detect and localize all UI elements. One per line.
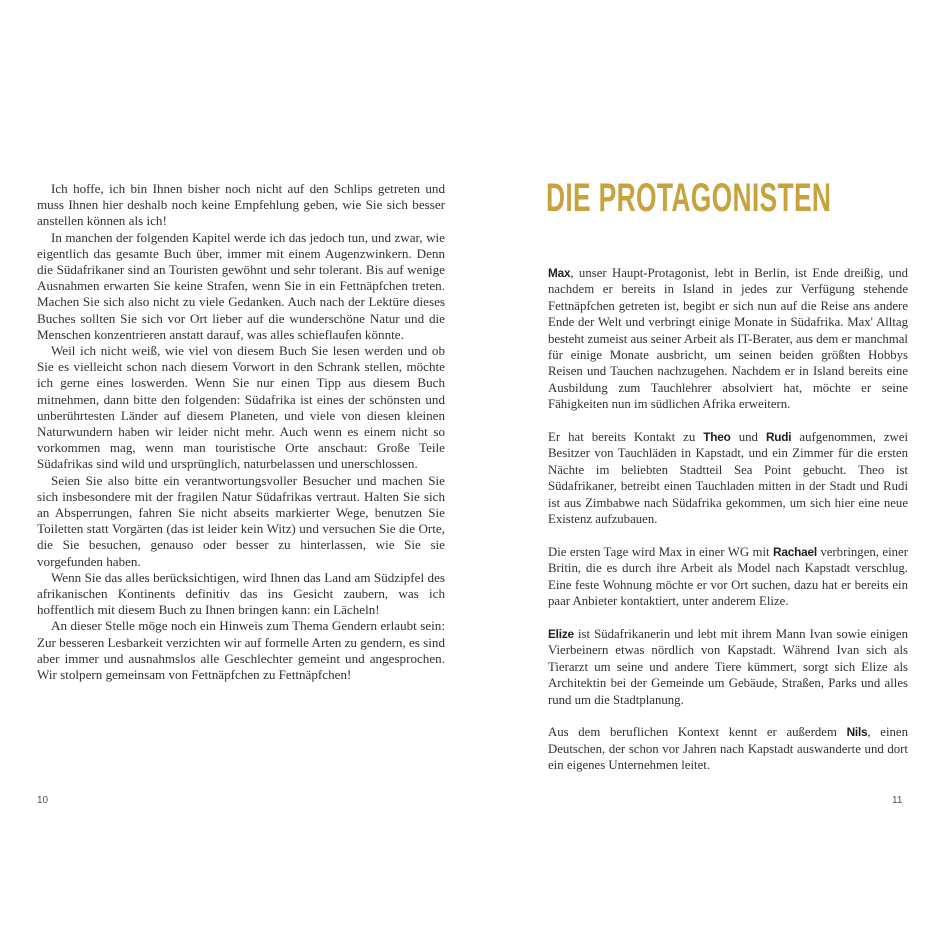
paragraph: Weil ich nicht weiß, wie viel von diesem Buch Sie lesen werden und ob Sie es vielleicht schon nach diesem Vorwort in den Schrank stellen, möchte ich gerne eines loswerden. Wenn Sie nur einen Tipp aus diesem Buch mitnehmen, dann bitte den folgenden: Südafrika ist eines der schönsten und unberührtesten Länder auf diesem Planeten, und viele von diesen kleinen Naturwundern haben wir leider nicht mehr. Auch wenn es einem nicht so vorkommen mag, wenn man touristische Orte anschaut: Große Teile Südafrikas sind wild und ursprünglich, naturbelassen und unerschlossen.	[37, 343, 445, 472]
character-name: Theo	[703, 430, 731, 445]
right-page-body	[548, 265, 908, 774]
paragraph: In manchen der folgenden Kapitel werde ich das jedoch tun, und zwar, wie eigentlich das gesamte Buch über, immer mit einem Augenzwinkern. Denn die Südafrikaner sind an Touristen gewöhnt und sehr tolerant. Bis auf wenige Ausnahmen erwarten Sie keine Strafen, wenn Sie in ein Fettnäpfchen treten. Machen Sie sich also nicht zu viele Gedanken. Auch nach der Lektüre dieses Buches sollten Sie sich vor Ort lieber auf die wunderschöne Natur und die Menschen konzentrieren anstatt darauf, was alles schieflaufen könnte.	[37, 229, 445, 342]
character-name: Nils	[846, 725, 868, 740]
paragraph: Er hat bereits Kontakt zu Theo und Rudi aufgenommen, zwei Besitzer von Tauchläden in Kapstadt, und ein Zimmer für die ersten Nächte im beliebten Stadtteil Sea Point gebucht. Theo ist Südafrikaner, betreibt einen Tauchladen mitten in der Stadt und Rudi ist aus Zimbabwe nach Südafrika gekommen, um sich hier eine neue Existenz aufzubauen.	[548, 430, 908, 527]
page-number-left: 10	[37, 795, 49, 806]
left-page-body	[37, 181, 445, 683]
paragraph: Die ersten Tage wird Max in einer WG mit Rachael verbringen, einer Britin, die es durch ihre Arbeit als Model nach Kapstadt verschlug. Eine feste Wohnung möchte er vor Ort suchen, dazu hat er bereits ein paar Anbieter kontaktiert, unter anderem Elize.	[548, 544, 908, 609]
character-name: Rudi	[765, 430, 792, 445]
paragraph: Max, unser Haupt-Protagonist, lebt in Berlin, ist Ende dreißig, und nachdem er bereits in Island in jedes zur Verfügung stehende Fettnäpfchen getreten ist, begibt er sich nun auf die Reise ans andere Ende der Welt und verbringt einige Monate in Südafrika. Max' Alltag besteht zumeist aus seiner Arbeit als IT-Berater, aus dem er manchmal für einige Monate ausbricht, um seinen beiden größten Hobbys Reisen und Tauchen nachzugehen. Nachdem er in Island bereits eine Ausbildung zum Tauchlehrer absolviert hat, möchte er seine Fähigkeiten nun im südlichen Afrika erweitern.	[548, 266, 908, 412]
chapter-heading: DIE PROTAGONISTEN	[546, 176, 832, 220]
character-name: Elize	[548, 626, 574, 641]
character-name: Max	[548, 266, 571, 280]
paragraph: Ich hoffe, ich bin Ihnen bisher noch nicht auf den Schlips getreten und muss Ihnen hier deshalb noch keine Empfehlung geben, wie Sie sich besser anstellen können als ich!	[37, 181, 445, 229]
page-number-right: 11	[892, 795, 903, 806]
paragraph: Elize ist Südafrikanerin und lebt mit ihrem Mann Ivan sowie einigen Vierbeinern etwas nördlich von Kapstadt. Während Ivan sich als Tierarzt um seine und andere Tiere kümmert, sorgt sich Elize als Architektin bei der Gemeinde um Gebäude, Straßen, Parks und alles rund um die Stadtplanung.	[548, 626, 908, 707]
paragraph: Wenn Sie das alles berücksichtigen, wird Ihnen das Land am Südzipfel des afrikanischen Kontinents definitiv das ins Gesicht zaubern, was ich hoffentlich mit diesem Buch zu Ihnen bringen kann: ein Lächeln!	[37, 569, 445, 618]
character-name: Rachael	[773, 544, 817, 559]
paragraph: Aus dem beruflichen Kontext kennt er außerdem Nils, einen Deutschen, der schon vor Jahren nach Kapstadt auswanderte und dort ein eigenes Unternehmen leitet.	[548, 725, 908, 773]
paragraph: Seien Sie also bitte ein verantwortungsvoller Besucher und machen Sie sich insbesondere mit der fragilen Natur Südafrikas vertraut. Halten Sie sich an Absperrungen, fahren Sie nicht abseits markierter Wege, benutzen Sie Toiletten statt Vorgärten (das ist leider kein Witz) und versuchen Sie die Orte, die Sie besuchen, genauso oder besser zu hinterlassen, wie Sie sie vorgefunden haben.	[37, 472, 445, 569]
paragraph: An dieser Stelle möge noch ein Hinweis zum Thema Gendern erlaubt sein: Zur besseren Lesbarkeit verzichten wir auf formelle Arten zu gendern, es sind aber immer und ausnahmslos alle Geschlechter gemeint und angesprochen. Wir stolpern gemeinsam von Fettnäpfchen zu Fettnäpfchen!	[37, 618, 445, 683]
